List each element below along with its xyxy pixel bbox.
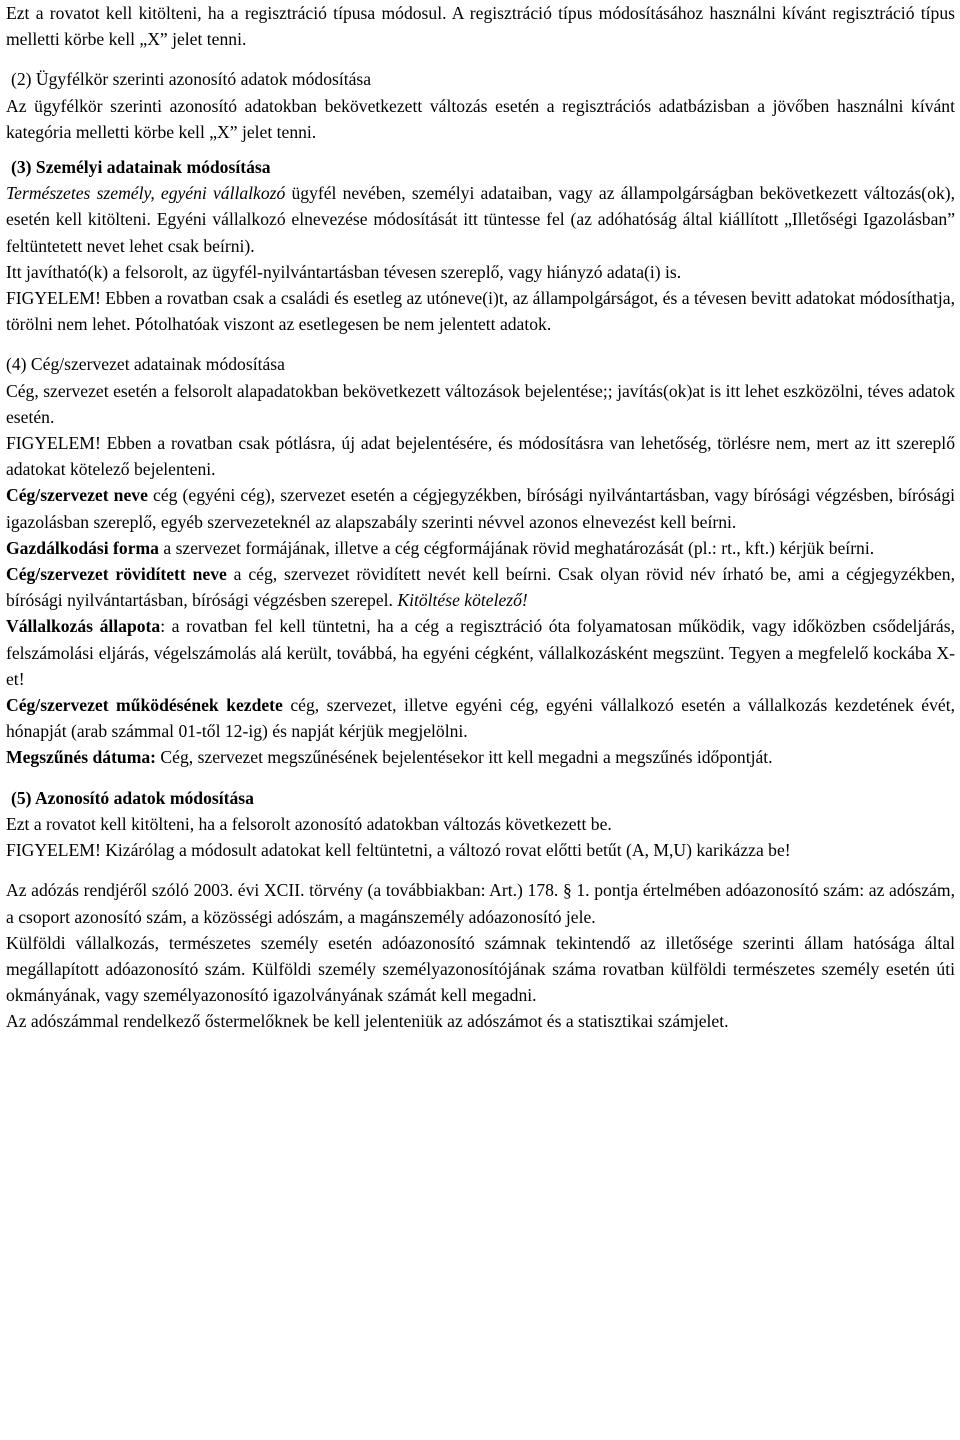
section-4-heading: [6, 351, 955, 377]
foreign-tax-id-paragraph: Külföldi vállalkozás, természetes személy esetén adóazonosító számnak tekintendő az illetősége szerinti állam hatósága által megállapított adóazonosító szám. Külföldi személy személyazonosítójának száma rovatban külföldi természetes személy esetén úti okmányának, vagy személyazonosító igazolványának számát kell megadni.: [6, 932, 955, 1006]
section-3-warning: FIGYELEM! Ebben a rovatban csak a családi és esetleg az utóneve(i)t, az állampolgárságot, és a tévesen bevitt adatokat módosíthatja, törölni nem lehet. Pótolhatóak viszont az esetlegesen be nem jelentett adatok.: [6, 288, 955, 335]
tax-id-definition-paragraph: Az adózás rendjéről szóló 2003. évi XCII. törvény (a továbbiakban: Art.) 178. § 1. pontja értelmében adóazonosító szám: az adószám, a csoport azonosító szám, a közösségi adószám, a magánszemély adóazonosító jele.: [6, 880, 955, 927]
section-4-title: (4) Cég/szervezet adatainak módosítása: [6, 354, 285, 375]
section-3-paragraph-1: [6, 180, 955, 259]
registration-type-paragraph: Ezt a rovatot kell kitölteni, ha a regisztráció típusa módosul. A regisztráció típus módosításához használni kívánt regisztráció típus melletti körbe kell „X” jelet tenni.: [6, 3, 955, 50]
section-2-heading: [11, 66, 955, 92]
company-name-paragraph: [6, 482, 955, 534]
company-name-term: Cég/szervezet neve: [6, 485, 148, 506]
section-4-paragraph-1: Cég, szervezet esetén a felsorolt alapadatokban bekövetkezett változások bejelentése;; javítás(ok)at is itt lehet eszközölni, téves adatok esetén.: [6, 380, 955, 427]
short-name-term: Cég/szervezet rövidített neve: [6, 564, 227, 585]
business-status-paragraph: [6, 613, 955, 692]
termination-date-term: Megszűnés dátuma:: [6, 747, 157, 768]
business-form-term: Gazdálkodási forma: [6, 537, 159, 558]
business-form-text: a szervezet formájának, illetve a cég cégformájának rövid meghatározását (pl.: rt., kft.) kérjük beírni.: [158, 537, 875, 558]
section-3-title: (3) Személyi adatainak módosítása: [11, 157, 271, 178]
short-name-paragraph: [6, 561, 955, 613]
short-name-mandatory-note: Kitöltése kötelező!: [397, 590, 528, 611]
section-4-warning: FIGYELEM! Ebben a rovatban csak pótlásra, új adat bejelentésére, és módosításra van lehetőség, törlésre nem, mert az itt szereplő adatokat kötelező bejelenteni.: [6, 433, 955, 480]
section-3-italic-subject: Természetes személy, egyéni vállalkozó: [6, 183, 286, 204]
business-form-paragraph: [6, 535, 955, 561]
company-name-text: cég (egyéni cég), szervezet esetén a cégjegyzékben, bírósági nyilvántartásban, vagy bírósági végzésben, bírósági igazolásban szereplő, egyéb szervezeteknél az alapszabály szerinti névvel azonos elnevezést kell beírni.: [6, 485, 956, 532]
section-2-title: (2) Ügyfélkör szerinti azonosító adatok módosítása: [11, 69, 372, 90]
termination-date-text: Cég, szervezet megszűnésének bejelentésekor itt kell megadni a megszűnés időpontját.: [156, 747, 773, 768]
primary-producer-paragraph: Az adószámmal rendelkező őstermelőknek be kell jelenteniük az adószámot és a statisztikai számjelet.: [6, 1011, 729, 1032]
section-3-paragraph-2: Itt javítható(k) a felsorolt, az ügyfél-nyilvántartásban tévesen szereplő, vagy hiányzó adata(i) is.: [6, 261, 682, 282]
section-5-warning: FIGYELEM! Kizárólag a módosult adatokat kell feltüntetni, a változó rovat előtti betűt (A, M,U) karikázza be!: [6, 840, 791, 861]
operation-start-paragraph: [6, 692, 955, 744]
business-status-text: : a rovatban fel kell tüntetni, ha a cég a regisztráció óta folyamatosan működik, vagy időközben csődeljárás, felszámolási eljárás, végelszámolás alá került, továbbá, ha egyéni cégként, vállalkozásként megszünt. Tegyen a megfelelő kockába X-et!: [6, 616, 955, 689]
short-name-text: a cég, szervezet rövidített nevét kell beírni. Csak olyan rövid név írható be, ami a cégjegyzékben, bírósági nyilvántartásban, bírósági végzésben szerepel.: [6, 564, 955, 611]
section-3-heading: [11, 154, 955, 180]
business-status-term: Vállalkozás állapota: [6, 616, 161, 637]
termination-date-paragraph: [6, 744, 955, 770]
operation-start-term: Cég/szervezet működésének kezdete: [6, 695, 283, 716]
section-5-title: (5) Azonosító adatok módosítása: [11, 787, 254, 808]
section-5-heading: [11, 785, 955, 811]
section-5-paragraph-1: Ezt a rovatot kell kitölteni, ha a felsorolt azonosító adatokban változás következett be.: [6, 813, 612, 834]
operation-start-text: cég, szervezet, illetve egyéni cég, egyéni vállalkozó esetén a vállalkozás kezdetének évét, hónapját (arab számmal 01-től 12-ig) és napját kérjük megjelölni.: [6, 695, 955, 742]
section-3-paragraph-1-text: ügyfél nevében, személyi adataiban, vagy az állampolgárságban bekövetkezett változás(ok), esetén kell kitölteni. Egyéni vállalkozó elnevezése módosítását itt tüntesse fel (az adóhatóság által kiállított „Illetőségi Igazolásban” feltüntetett nevet lehet csak beírni).: [6, 183, 956, 256]
section-2-paragraph: Az ügyfélkör szerinti azonosító adatokban bekövetkezett változás esetén a regisztrációs adatbázisban a jövőben használni kívánt kategória melletti körbe kell „X” jelet tenni.: [6, 95, 955, 142]
